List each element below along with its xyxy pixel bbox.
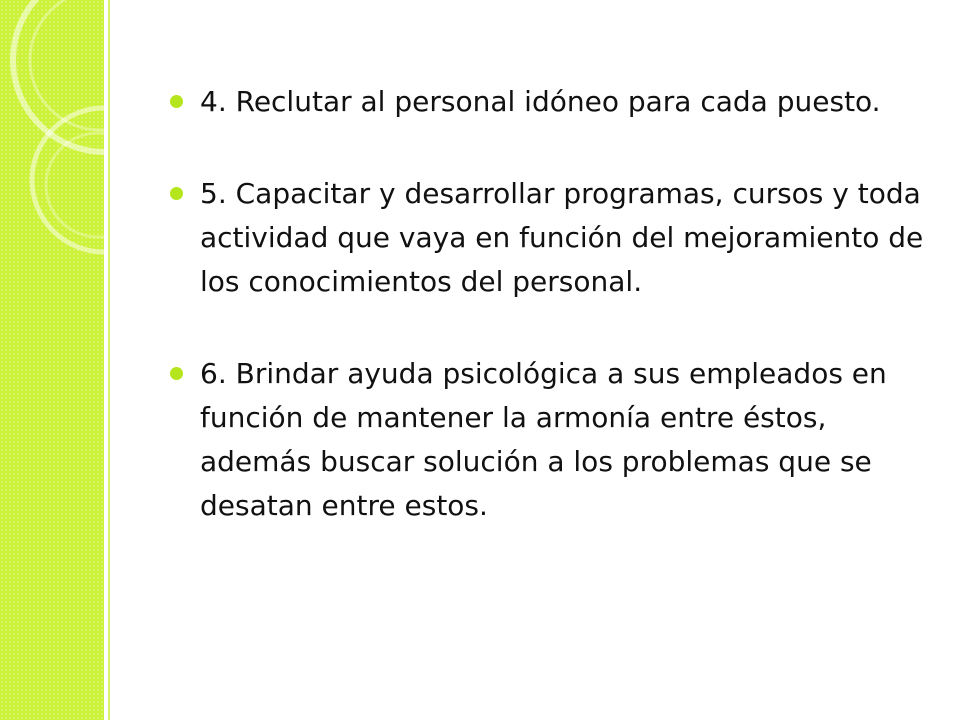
bullet-dot-icon: [170, 95, 183, 108]
swirl-decoration-icon: [0, 0, 104, 360]
bullet-text: 5. Capacitar y desarrollar programas, cursos y toda actividad que vaya en función del mejoramiento de los conocimientos del personal.: [200, 177, 924, 298]
bullet-text: 6. Brindar ayuda psicológica a sus empleados en función de mantener la armonía entre éstos, además buscar solución a los problemas que se desatan entre estos.: [200, 357, 887, 522]
band-divider-accent: [108, 0, 110, 720]
bullet-item: [170, 172, 930, 304]
bullet-item: [170, 80, 930, 124]
bullet-list: [170, 80, 930, 528]
bullet-text: 4. Reclutar al personal idóneo para cada puesto.: [200, 85, 881, 118]
decorative-side-band: [0, 0, 104, 720]
bullet-dot-icon: [170, 187, 183, 200]
bullet-dot-icon: [170, 367, 183, 380]
bullet-item: [170, 352, 930, 528]
